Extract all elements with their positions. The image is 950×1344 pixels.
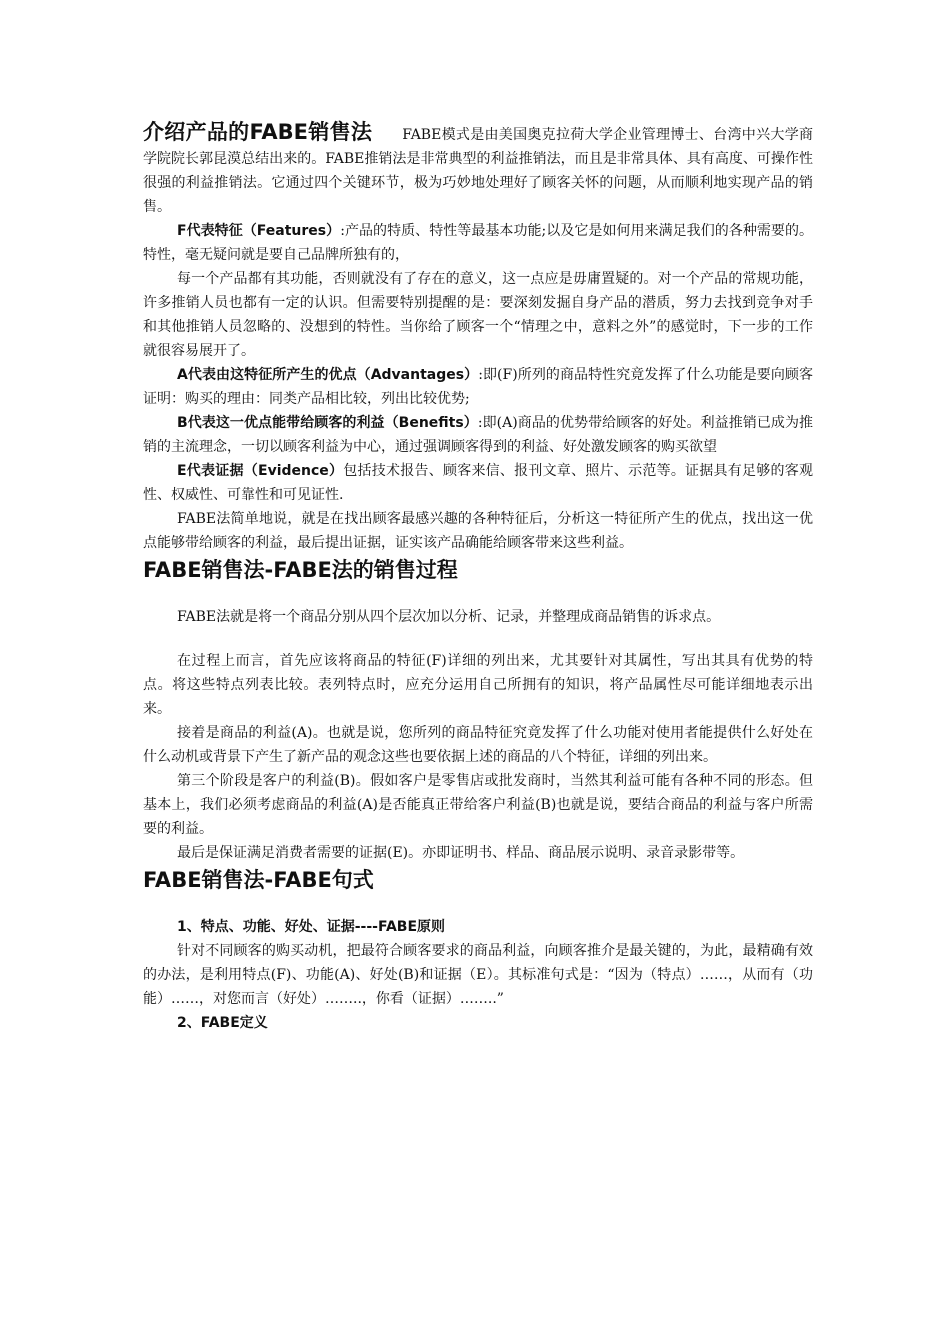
benefits-text: :即(A)商品的优势带给顾客的好处。利益推销已成为推销的主流理念，一切以顾客利益为中心，通过强调顾客得到的利益、好处激发顾客的购买欲望 (143, 415, 814, 455)
benefits-label: B代表这一优点能带给顾客的利益（Benefits） (177, 415, 478, 431)
section2-paragraph-1: FABE法就是将一个商品分别从四个层次加以分析、记录，并整理成商品销售的诉求点。 (177, 609, 721, 625)
advantages-label: A代表由这特征所产生的优点（Advantages） (177, 367, 479, 383)
section1-title: 介绍产品的FABE销售法 (143, 120, 373, 144)
each-product-paragraph: 每一个产品都有其功能，否则就没有了存在的意义，这一点应是毋庸置疑的。对一个产品的常规功能，许多推销人员也都有一定的认识。但需要特别提醒的是：要深刻发掘自身产品的潜质，努力去找到竞争对手和其他推销人员忽略的、没想到的特性。当你给了顾客一个“情理之中，意料之外”的感觉时，下一步的工作就很容易展开了。 (143, 271, 813, 359)
fabe-principle-text: 针对不同顾客的购买动机，把最符合顾客要求的商品利益，向顾客推介是最关键的，为此，最精确有效的办法，是利用特点(F)、功能(A)、好处(B)和证据（E）。其标准句式是：“因为（特点）……，从而有（功能）……，对您而言（好处）……..，你看（证据）……..” (143, 943, 813, 1007)
evidence-paragraph (143, 459, 813, 507)
section3-title: FABE销售法-FABE句式 (143, 868, 374, 892)
fabe-definition-heading: 2、FABE定义 (177, 1015, 268, 1031)
summary-paragraph: FABE法简单地说，就是在找出顾客最感兴趣的各种特征后，分析这一特征所产生的优点，找出这一优点能够带给顾客的利益，最后提出证据，证实该产品确能给顾客带来这些利益。 (143, 511, 813, 551)
features-text: :产品的特质、特性等最基本功能;以及它是如何用来满足我们的各种需要的。特性，毫无疑问就是要自己品牌所独有的， (143, 223, 813, 263)
document-page (143, 120, 813, 1035)
section2-paragraph-2: 在过程上而言，首先应该将商品的特征(F)详细的列出来，尤其要针对其属性，写出其具有优势的特点。将这些特点列表比较。表列特点时，应充分运用自己所拥有的知识，将产品属性尽可能详细地表示出来。 (143, 653, 813, 717)
section1-intro-paragraph (143, 120, 813, 219)
advantages-text: :即(F)所列的商品特性究竟发挥了什么功能是要向顾客证明：购买的理由：同类产品相比较，列出比较优势; (143, 367, 813, 407)
section2-paragraph-3: 接着是商品的利益(A)。也就是说，您所列的商品特征究竟发挥了什么功能对使用者能提供什么好处在什么动机或背景下产生了新产品的观念这些也要依据上述的商品的八个特征，详细的列出来。 (143, 725, 813, 765)
section2-title: FABE销售法-FABE法的销售过程 (143, 558, 458, 582)
section2-paragraph-4: 第三个阶段是客户的利益(B)。假如客户是零售店或批发商时，当然其利益可能有各种不同的形态。但基本上，我们必须考虑商品的利益(A)是否能真正带给客户利益(B)也就是说，要结合商品的利益与客户所需要的利益。 (143, 773, 813, 837)
benefits-paragraph (143, 411, 813, 459)
fabe-principle-heading: 1、特点、功能、好处、证据----FABE原则 (177, 919, 446, 935)
section1-intro-text: FABE模式是由美国奥克拉荷大学企业管理博士、台湾中兴大学商学院院长郭昆漠总结出来的。FABE推销法是非常典型的利益推销法，而且是非常具体、具有高度、可操作性很强的利益推销法。它通过四个关键环节，极为巧妙地处理好了顾客关怀的问题，从而顺利地实现产品的销售。 (143, 127, 813, 215)
features-paragraph (143, 219, 813, 267)
advantages-paragraph (143, 363, 813, 411)
section2-paragraph-5: 最后是保证满足消费者需要的证据(E)。亦即证明书、样品、商品展示说明、录音录影带等。 (177, 845, 745, 861)
evidence-text: 包括技术报告、顾客来信、报刊文章、照片、示范等。证据具有足够的客观性、权威性、可靠性和可见证性. (143, 463, 813, 503)
features-label: F代表特征（Features） (177, 223, 341, 239)
evidence-label: E代表证据（Evidence） (177, 463, 344, 479)
